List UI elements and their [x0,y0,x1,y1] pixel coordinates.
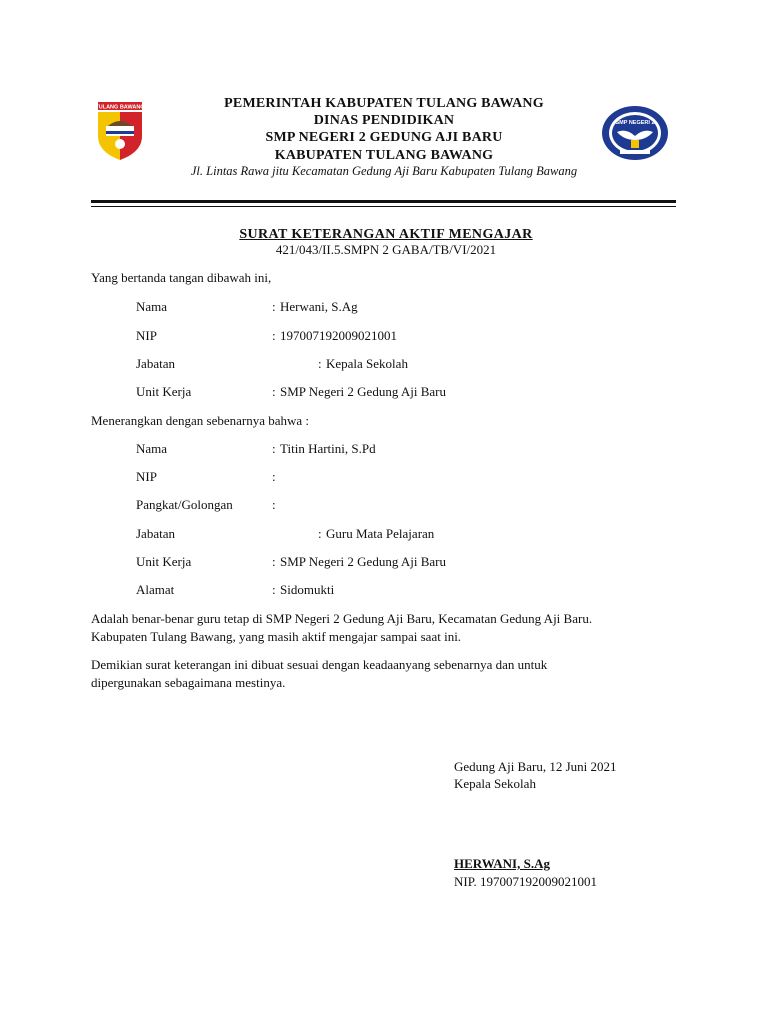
teacher-name-label: Nama [136,441,168,456]
letterhead-school: SMP NEGERI 2 GEDUNG AJI BARU [265,130,503,145]
teacher-address-label: Alamat [136,582,175,597]
field-colon: : [272,299,276,314]
signer-name-value: Herwani, S.Ag [280,299,358,314]
signature-place-date: Gedung Aji Baru, 12 Juni 2021 [454,759,617,774]
letterhead-regency: KABUPATEN TULANG BAWANG [274,148,494,163]
field-colon: : [318,356,322,371]
signer-unit-label: Unit Kerja [136,384,192,399]
signer-unit-value: SMP Negeri 2 Gedung Aji Baru [280,384,446,399]
regency-logo-text: TULANG BAWANG [95,104,145,111]
intro-text: Yang bertanda tangan dibawah ini, [91,270,272,285]
field-colon: : [318,526,322,541]
signature-position: Kepala Sekolah [454,776,536,791]
teacher-nip-label: NIP [136,469,157,484]
field-colon: : [272,328,276,343]
signer-position-value: Kepala Sekolah [326,356,408,371]
teacher-unit-value: SMP Negeri 2 Gedung Aji Baru [280,554,446,569]
field-colon: : [272,497,276,512]
teacher-name-value: Titin Hartini, S.Pd [280,441,376,456]
signer-nip-value: 197007192009021001 [280,328,397,343]
letterhead-address: Jl. Lintas Rawa jitu Kecamatan Gedung Aji Baru Kabupaten Tulang Bawang [190,164,578,178]
letterhead-divider-thick [91,200,676,203]
letterhead-divider-thin [91,206,676,207]
letterhead-department: DINAS PENDIDIKAN [313,113,455,128]
explain-text: Menerangkan dengan sebenarnya bahwa : [91,413,310,428]
letterhead-government: PEMERINTAH KABUPATEN TULANG BAWANG [224,96,544,111]
field-colon: : [272,384,276,399]
field-colon: : [272,441,276,456]
signer-position-label: Jabatan [136,356,175,371]
signature-nip: NIP. 197007192009021001 [454,874,598,889]
closing-line-2: dipergunakan sebagaimana mestinya. [91,675,286,690]
teacher-position-label: Jabatan [136,526,175,541]
statement-line-1: Adalah benar-benar guru tetap di SMP Negeri 2 Gedung Aji Baru, Kecamatan Gedung Aji Baru. [91,611,593,626]
field-colon: : [272,582,276,597]
teacher-address-value: Sidomukti [280,582,335,597]
letter-title: SURAT KETERANGAN AKTIF MENGAJAR [239,227,533,242]
signer-name-label: Nama [136,299,168,314]
teacher-unit-label: Unit Kerja [136,554,192,569]
teacher-position-value: Guru Mata Pelajaran [326,526,435,541]
teacher-rank-label: Pangkat/Golongan [136,497,233,512]
letter-number: 421/043/II.5.SMPN 2 GABA/TB/VI/2021 [275,242,497,257]
school-logo-text: SMP NEGERI 2 [615,120,655,126]
field-colon: : [272,554,276,569]
signer-nip-label: NIP [136,328,157,343]
statement-line-2: Kabupaten Tulang Bawang, yang masih aktif mengajar sampai saat ini. [91,629,462,644]
closing-line-1: Demikian surat keterangan ini dibuat sesuai dengan keadaanyang sebenarnya dan untuk [91,657,548,672]
signature-name: HERWANI, S.Ag [454,856,550,871]
field-colon: : [272,469,276,484]
